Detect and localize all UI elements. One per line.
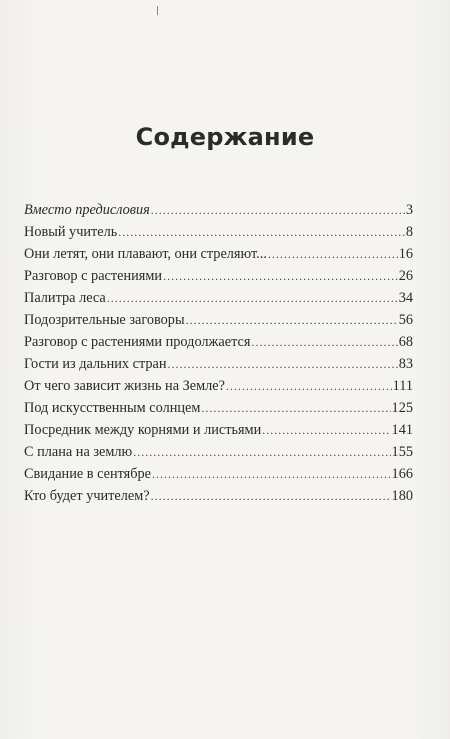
toc-entry [24,309,413,331]
dot-leader [186,309,398,331]
dot-leader [201,397,390,419]
toc-entry-page: 3 [405,202,413,218]
toc-entry-title: Подозрительные заговоры [24,312,185,328]
toc-entry-title: Они летят, они плавают, они стреляют... [24,246,267,262]
toc-entry [24,265,413,287]
dot-leader [151,485,391,507]
toc-entry-page: 8 [405,224,413,240]
toc-entry [24,441,413,463]
toc-entry [24,353,413,375]
toc-entry-title: Свидание в сентябре [24,466,152,482]
dot-leader [163,265,398,287]
toc-entry-page: 34 [398,290,413,306]
table-of-contents [24,199,413,507]
toc-entry [24,375,413,397]
toc-entry-page: 83 [398,356,413,372]
toc-entry-title: С плана на землю [24,444,133,460]
toc-entry-title: Посредник между корнями и листьями [24,422,262,438]
print-mark [157,6,158,15]
toc-entry [24,199,413,221]
toc-entry [24,419,413,441]
toc-entry-page: 26 [398,268,413,284]
toc-entry-title: Кто будет учителем? [24,488,150,504]
toc-entry-page: 111 [392,378,413,394]
toc-entry [24,463,413,485]
toc-entry-page: 125 [391,400,413,416]
toc-entry-page: 16 [398,246,413,262]
toc-entry-title: Вместо предисловия [24,202,150,218]
dot-leader [107,287,398,309]
toc-entry-page: 141 [391,422,413,438]
dot-leader [226,375,392,397]
toc-entry-page: 56 [398,312,413,328]
toc-entry-title: Под искусственным солнцем [24,400,201,416]
dot-leader [152,463,391,485]
dot-leader [262,419,390,441]
toc-entry [24,287,413,309]
toc-entry-title: Разговор с растениями [24,268,163,284]
toc-entry [24,397,413,419]
dot-leader [268,243,398,265]
toc-entry-page: 155 [391,444,413,460]
toc-entry-title: Новый учитель [24,224,118,240]
page-title: Содержание [135,123,315,151]
toc-entry [24,331,413,353]
toc-entry-title: Разговор с растениями продолжается [24,334,251,350]
dot-leader [133,441,390,463]
dot-leader [151,199,405,221]
toc-entry-page: 166 [391,466,413,482]
toc-entry-page: 180 [391,488,413,504]
toc-entry [24,485,413,507]
toc-entry [24,243,413,265]
toc-entry [24,221,413,243]
toc-entry-page: 68 [398,334,413,350]
toc-entry-title: От чего зависит жизнь на Земле? [24,378,226,394]
dot-leader [168,353,398,375]
toc-entry-title: Гости из дальних стран [24,356,167,372]
dot-leader [118,221,405,243]
dot-leader [251,331,397,353]
toc-entry-title: Палитра леса [24,290,106,306]
